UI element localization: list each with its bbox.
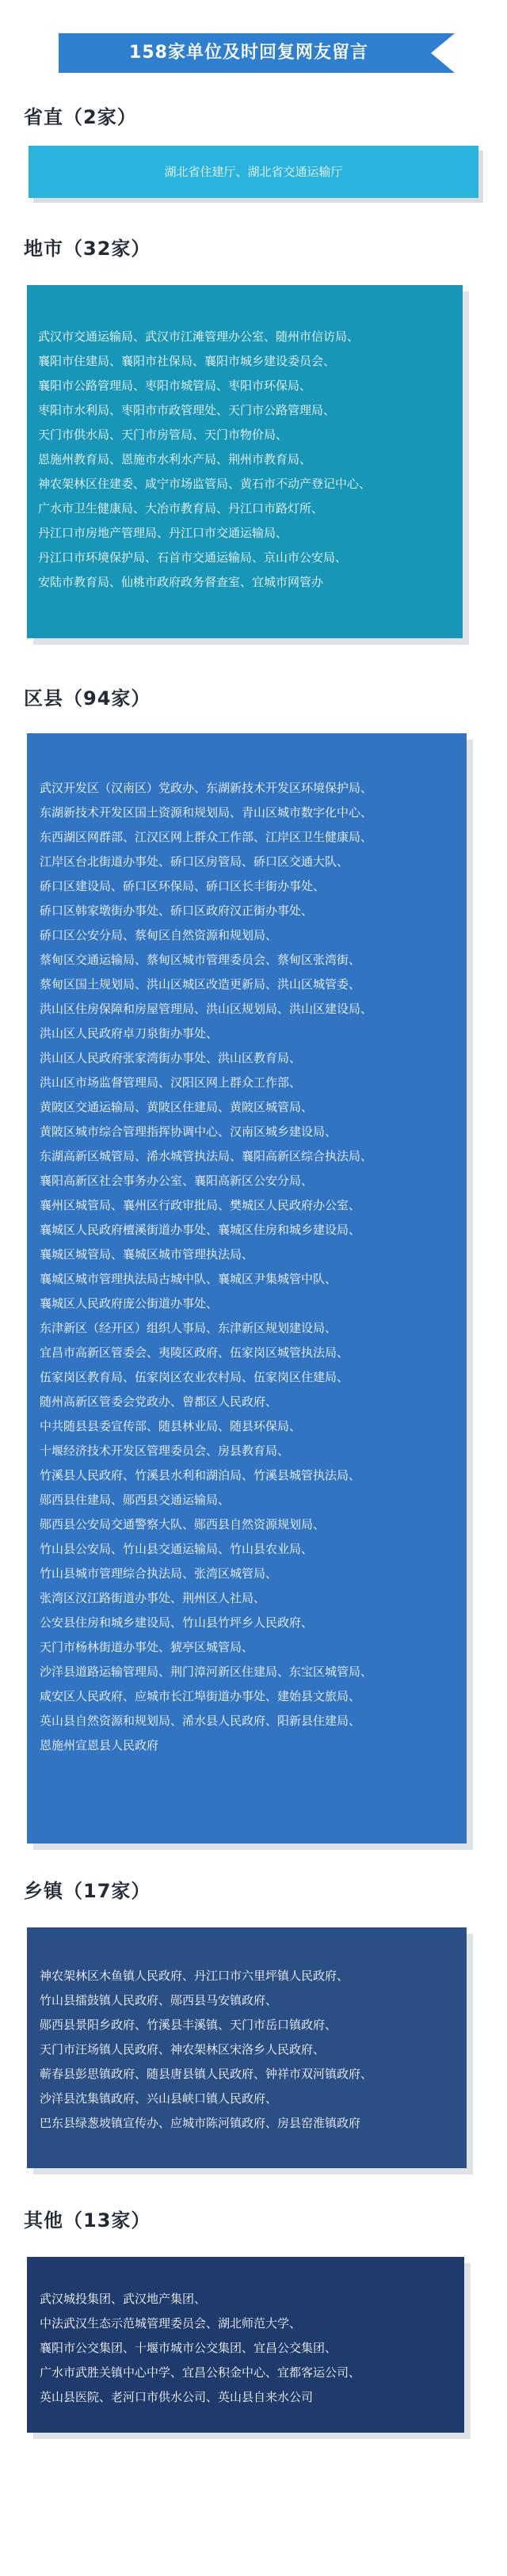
city-panel [27, 285, 463, 638]
city-heading: 地市（32家） [24, 238, 151, 260]
county-heading: 区县（94家） [24, 687, 151, 710]
province-heading: 省直（2家） [24, 106, 137, 128]
town-panel [27, 1927, 467, 2168]
title-banner [59, 33, 455, 73]
city-list: 武汉市交通运输局、武汉市江滩管理办公室、随州市信访局、 襄阳市住建局、襄阳市社保局、襄阳市城乡建设委员会、 襄阳市公路管理局、枣阳市城管局、枣阳市环保局、 枣阳市水利局、枣阳市市政管理处、天门市公路管理局、 天门市供水局、天门市房管局、天门市物价局、 恩施州教育局、恩施市水利水产局、荆州市教育局、 神农架林区住建委、咸宁市场监管局、黄石市不动产登记中心、 广水市卫生健康局、大冶市教育局、丹江口市路灯所、 丹江口市房地产管理局、丹江口市交通运输局、 丹江口市环境保护局、石首市交通运输局、京山市公安局、 安陆市教育局、仙桃市政府政务督查室、宜城市网管办 [38, 329, 372, 589]
other-panel [27, 2257, 464, 2433]
county-list: 武汉开发区（汉南区）党政办、东湖新技术开发区环境保护局、 东湖新技术开发区国土资源和规划局、青山区城市数字化中心、 东西湖区网群部、江汉区网上群众工作部、江岸区卫生健康局、 江岸区台北街道办事处、硚口区房管局、硚口区交通大队、 硚口区建设局、硚口区环保局、硚口区长丰街办事处、 硚口区韩家墩街办事处、硚口区政府汉正街办事处、 硚口区公安分局、蔡甸区自然资源和规划局、 蔡甸区交通运输局、蔡甸区城市管理委员会、蔡甸区张湾街、 蔡甸区国土规划局、洪山区城区改造更新局、洪山区城管委、 洪山区住房保障和房屋管理局、洪山区规划局、洪山区建设局、 洪山区人民政府卓刀泉街办事处、 洪山区人民政府张家湾街办事处、洪山区教育局、 洪山区市场监督管理局、汉阳区网上群众工作部、 黄陂区交通运输局、黄陂区住建局、黄陂区城管局、 黄陂区城市综合管理指挥协调中心、汉南区城乡建设局、 东湖高新区城管局、浠水城管执法局、襄阳高新区综合执法局、 襄阳高新区社会事务办公室、襄阳高新区公安分局、 襄州区城管局、襄州区行政审批局、樊城区人民政府办公室、 襄城区人民政府檀溪街道办事处、襄城区住房和城乡建设局、 襄城区城管局、襄城区城市管理执法局、 襄城区城市管理执法局古城中队、襄城区尹集城管中队、 襄城区人民政府庞公街道办事处、 东津新区（经开区）组织人事局、东津新区规划建设局、 宜昌市高新区管委会、夷陵区政府、伍家岗区城管执法局、 伍家岗区教育局、伍家岗区农业农村局、伍家岗区住建局、 随州高新区管委会党政办、曾都区人民政府、 中共随县县委宣传部、随县林业局、随县环保局、 十堰经济技术开发区管理委员会、房县教育局、 竹溪县人民政府、竹溪县水利和湖泊局、竹溪县城管执法局、 郧西县住建局、郧西县交通运输局、 郧西县公安局交通警察大队、郧西县自然资源规划局、 竹山县公安局、竹山县交通运输局、竹山县农业局、 竹山县城市管理综合执法局、张湾区城管局、 张湾区汉江路街道办事处、荆州区人社局、 公安县住房和城乡建设局、竹山县竹坪乡人民政府、 天门市杨林街道办事处、猇亭区城管局、 沙洋县道路运输管理局、荆门漳河新区住建局、东宝区城管局、 咸安区人民政府、应城市长江埠街道办事处、建始县文旅局、 英山县自然资源和规划局、浠水县人民政府、阳新县住建局、 恩施州宣恩县人民政府 [40, 781, 373, 1752]
page-title: 158家单位及时回复网友留言 [129, 43, 368, 63]
town-heading: 乡镇（17家） [24, 1880, 151, 1902]
province-panel [29, 146, 478, 198]
county-panel [27, 733, 467, 1844]
province-list: 湖北省住建厅、湖北省交通运输厅 [164, 165, 343, 179]
other-heading: 其他（13家） [24, 2209, 151, 2232]
other-list: 武汉城投集团、武汉地产集团、 中法武汉生态示范城管理委员会、湖北师范大学、 襄阳市公交集团、十堰市城市公交集团、宜昌公交集团、 广水市武胜关镇中心中学、宜昌公积金中心、宜都客运公司、 英山县医院、老河口市供水公司、英山县自来水公司 [40, 2292, 361, 2404]
town-list: 神农架林区木鱼镇人民政府、丹江口市六里坪镇人民政府、 竹山县擂鼓镇人民政府、郧西县马安镇政府、 郧西县景阳乡政府、竹溪县丰溪镇、天门市岳口镇政府、 天门市汪场镇人民政府、神农架林区宋洛乡人民政府、 蕲春县彭思镇政府、随县唐县镇人民政府、钟祥市双河镇政府、 沙洋县沈集镇政府、兴山县峡口镇人民政府、 巴东县绿葱坡镇宣传办、应城市陈河镇政府、房县窑淮镇政府 [40, 1969, 373, 2130]
